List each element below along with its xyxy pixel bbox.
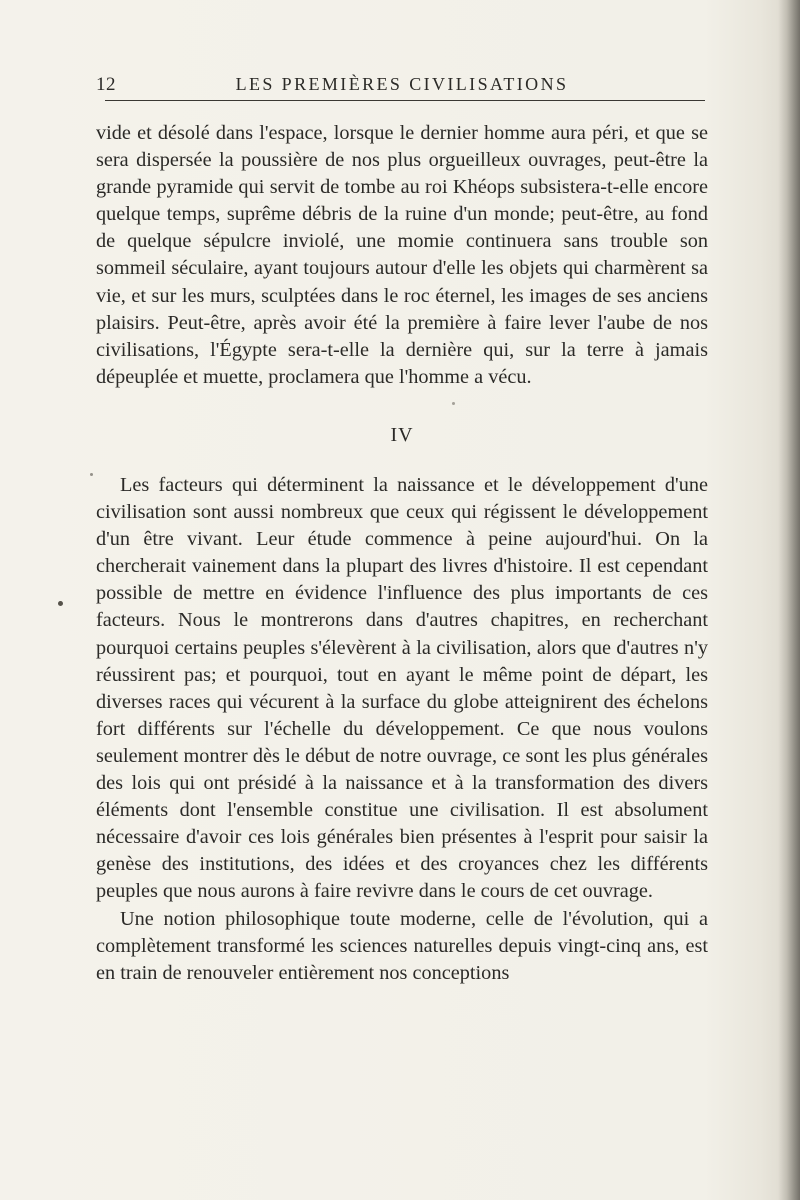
running-title: LES PREMIÈRES CIVILISATIONS bbox=[235, 74, 569, 94]
ink-speck bbox=[58, 601, 63, 606]
paragraph-evolution: Une notion philosophique toute moderne, celle de l'évolution, qui a complètement transformé les sciences naturelles depuis vingt-cinq ans, est en train de renouveler entièrement nos conceptions bbox=[96, 907, 708, 984]
body-text-section bbox=[96, 472, 708, 987]
ink-speck bbox=[90, 473, 93, 476]
paragraph-continuation: vide et désolé dans l'espace, lorsque le dernier homme aura péri, et que se sera dispersée la poussière de nos plus orgueilleux ouvrages, peut-être la grande pyramide qui servit de tombe au roi Khéops subsistera-t-elle encore quelque temps, suprême débris de la ruine d'un monde; peut-être, au fond de quelque sépulcre inviolé, une momie continuera sans trouble son sommeil séculaire, ayant toujours autour d'elle les objets qui charmèrent sa vie, et sur les murs, sculptées dans le roc éternel, les images de ses anciens plaisirs. Peut-être, après avoir été la première à faire lever l'aube de nos civilisations, l'Égypte sera-t-elle la dernière qui, sur la terre à jamais dépeuplée et muette, proclamera que l'homme a vécu. bbox=[96, 122, 708, 388]
body-text-top bbox=[96, 120, 708, 391]
section-heading: IV bbox=[390, 424, 414, 446]
paragraph-factors: Les facteurs qui déterminent la naissance et le développement d'une civilisation sont aussi nombreux que ceux qui régissent le développement d'un être vivant. Leur étude commence à peine aujourd'hui. On la chercherait vainement dans la plupart des livres d'histoire. Il est cependant possible de mettre en évidence l'influence des plus importants de ces facteurs. Nous le montrerons dans d'autres chapitres, en recherchant pourquoi certains peuples s'élevèrent à la civilisation, alors que d'autres n'y réussirent pas; et pourquoi, tout en ayant le même point de départ, les diverses races qui vécurent à la surface du globe atteignirent des échelons fort différents sur l'échelle du développement. Ce que nous voulons seulement montrer dès le début de notre ouvrage, ce sont les plus générales des lois qui ont présidé à la naissance et à la transformation des divers éléments dont l'ensemble constitue une civilisation. Il est absolument nécessaire d'avoir ces lois générales bien présentes à l'esprit pour saisir la genèse des institutions, des idées et des croyances chez les différents peuples que nous aurons à faire revivre dans le cours de cet ouvrage. bbox=[96, 474, 708, 903]
page-header bbox=[96, 74, 708, 100]
header-rule bbox=[105, 100, 705, 101]
ink-speck bbox=[452, 402, 455, 405]
page-edge-shadow bbox=[778, 0, 800, 1200]
page-number: 12 bbox=[96, 74, 116, 95]
